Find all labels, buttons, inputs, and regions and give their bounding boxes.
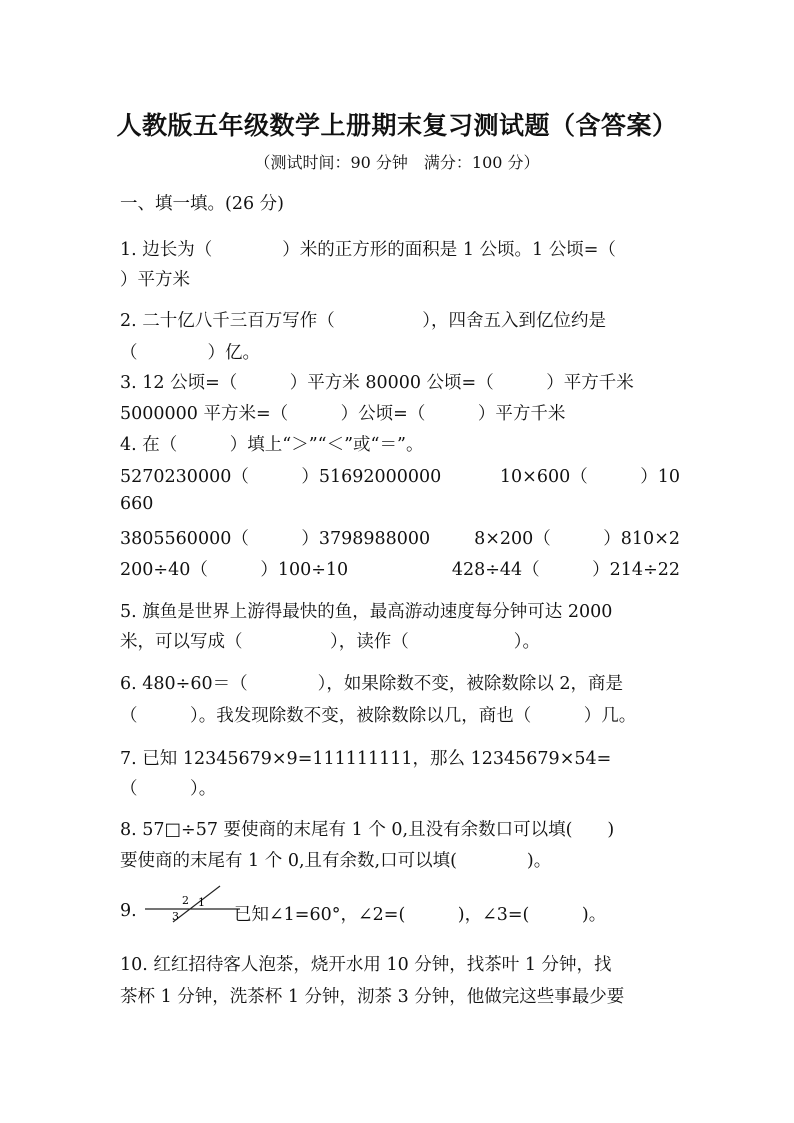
question-5-line-2: 米，可以写成（ ），读作（ ）。 [120, 632, 540, 652]
question-4-row-1-wrap: 660 [120, 494, 154, 514]
question-4-row-1 [120, 463, 680, 488]
section-heading: 一、填一填。(26 分) [120, 194, 284, 214]
question-9-number: 9. [120, 901, 137, 921]
question-2-line-1: 2. 二十亿八千三百万写作（ ），四舍五入到亿位约是 [120, 311, 607, 331]
question-3-line-1: 3. 12 公顷=（ ）平方米 80000 公顷=（ ）平方千米 [120, 373, 634, 393]
question-6-line-2: （ ）。我发现除数不变，被除数除以几，商也（ ）几。 [120, 706, 637, 726]
question-4-row-2 [120, 525, 680, 550]
question-1-line-2: ）平方米 [120, 270, 190, 290]
question-7-line-1: 7. 已知 12345679×9=111111111，那么 12345679×54= [120, 749, 612, 769]
question-4-intro: 4. 在（ ）填上“＞”“＜”或“＝”。 [120, 435, 424, 455]
question-5-line-1: 5. 旗鱼是世界上游得最快的鱼，最高游动速度每分钟可达 2000 [120, 602, 613, 622]
question-9-text: 已知∠1=60°，∠2=( )，∠3=( )。 [234, 905, 607, 925]
comparison-right: 8×200（ ）810×2 [474, 529, 680, 549]
page-title: 人教版五年级数学上册期末复习测试题（含答案） [116, 111, 678, 140]
angle-label-1: 1 [198, 896, 205, 909]
comparison-right: 10×600（ ）10 [499, 467, 680, 487]
angle-diagram [145, 884, 240, 924]
question-6-line-1: 6. 480÷60＝（ ），如果除数不变，被除数除以 2，商是 [120, 674, 624, 694]
question-8-line-1: 8. 57□÷57 要使商的末尾有 1 个 0,且没有余数口可以填( ) [120, 820, 615, 840]
comparison-left: 200÷40（ ）100÷10 [120, 560, 349, 580]
question-3-line-2: 5000000 平方米=（ ）公顷=（ ）平方千米 [120, 404, 566, 424]
question-1-line-1: 1. 边长为（ ）米的正方形的面积是 1 公顷。1 公顷=（ [120, 240, 616, 260]
angle-label-3: 3 [172, 910, 179, 923]
question-4-row-3 [120, 556, 680, 581]
comparison-left: 5270230000（ ）51692000000 [120, 467, 442, 487]
question-10-line-2: 茶杯 1 分钟，洗茶杯 1 分钟，沏茶 3 分钟，他做完这些事最少要 [120, 987, 625, 1007]
angle-label-2: 2 [182, 894, 189, 907]
question-7-line-2: （ ）。 [120, 779, 217, 799]
comparison-left: 3805560000（ ）3798988000 [120, 529, 431, 549]
comparison-right: 428÷44（ ）214÷22 [451, 560, 680, 580]
question-8-line-2: 要使商的末尾有 1 个 0,且有余数,口可以填( )。 [120, 851, 552, 871]
transversal-line [173, 886, 220, 922]
page-subtitle: （测试时间：90 分钟 满分：100 分） [254, 153, 540, 172]
question-2-line-2: （ ）亿。 [120, 343, 260, 363]
question-10-line-1: 10. 红红招待客人泡茶，烧开水用 10 分钟，找茶叶 1 分钟，找 [120, 955, 612, 975]
